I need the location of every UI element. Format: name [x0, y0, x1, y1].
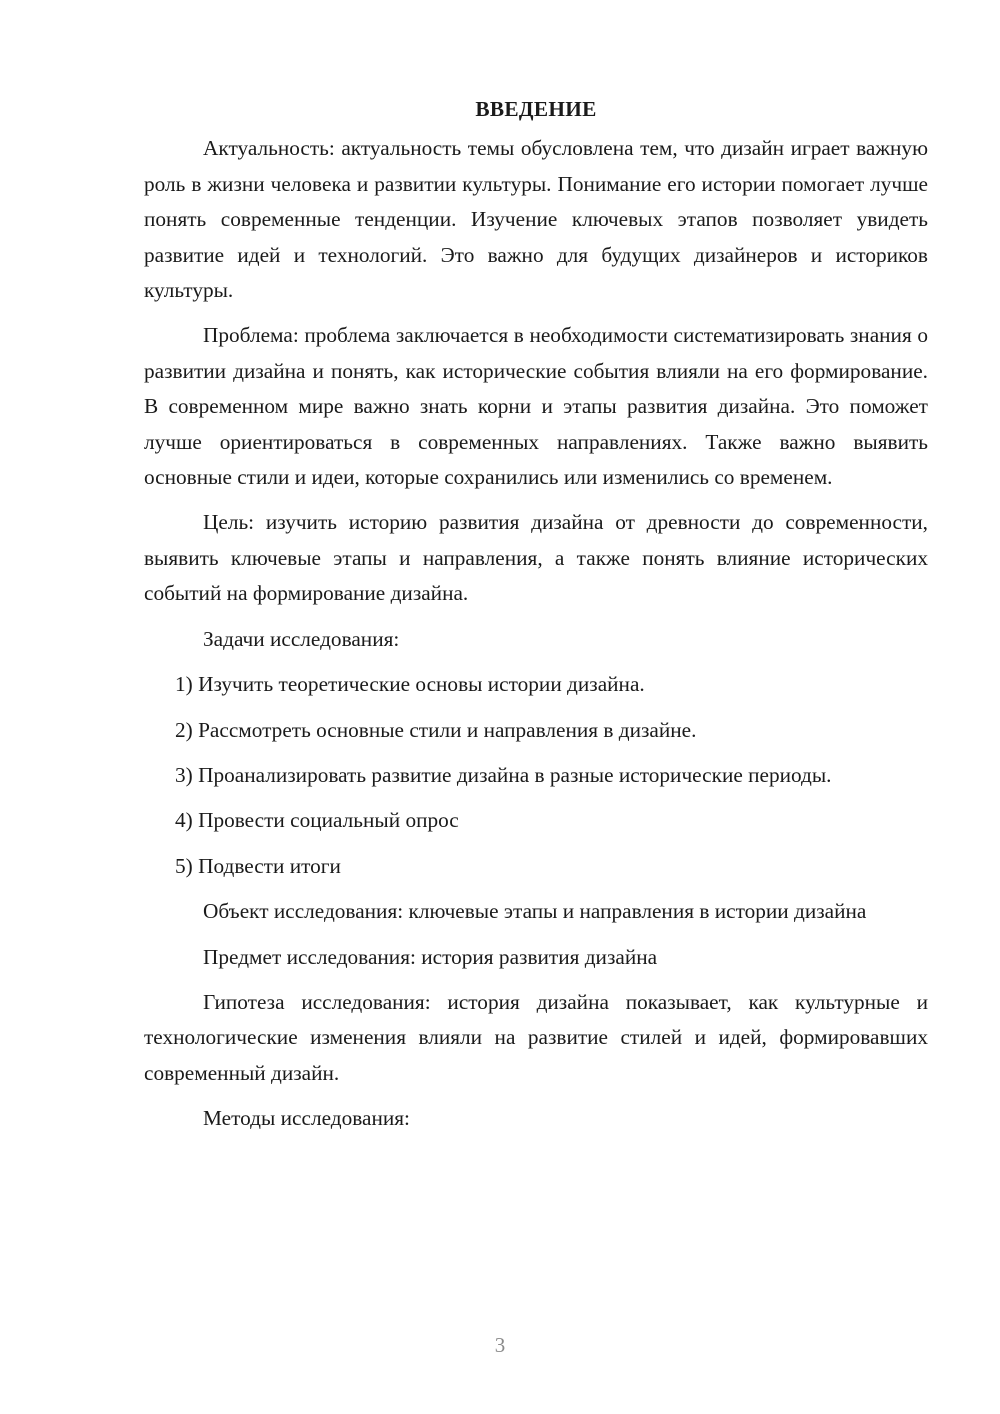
paragraph-tasks-heading: Задачи исследования:: [203, 626, 400, 651]
task-item-5: 5) Подвести итоги: [175, 853, 341, 878]
paragraph-goal: Цель: изучить историю развития дизайна от древности до современности, выявить ключевые этапы и направления, а также понять влияние исторических событий на формирование дизайна.: [144, 510, 928, 606]
task-item-1: 1) Изучить теоретические основы истории дизайна.: [175, 672, 645, 697]
document-page: [144, 92, 928, 1147]
section-title: ВВЕДЕНИЕ: [475, 97, 597, 121]
paragraph-relevance: Актуальность: актуальность темы обусловлена тем, что дизайн играет важную роль в жизни человека и развитии культуры. Понимание его истории помогает лучше понять современные тенденции. Изучение ключевых этапов позволяет увидеть развитие идей и технологий. Это важно для будущих дизайнеров и историков культуры.: [144, 136, 928, 303]
task-item-4: 4) Провести социальный опрос: [175, 808, 459, 833]
paragraph-methods: Методы исследования:: [203, 1106, 410, 1131]
task-item-2: 2) Рассмотреть основные стили и направления в дизайне.: [175, 717, 697, 742]
paragraph-hypothesis: Гипотеза исследования: история дизайна показывает, как культурные и технологические изменения влияли на развитие стилей и идей, формировавших современный дизайн.: [144, 989, 928, 1085]
task-item-3: 3) Проанализировать развитие дизайна в разные исторические периоды.: [175, 762, 832, 787]
paragraph-subject: Предмет исследования: история развития дизайна: [203, 944, 658, 969]
page-number: 3: [494, 1333, 506, 1357]
paragraph-object: Объект исследования: ключевые этапы и направления в истории дизайна: [203, 899, 867, 924]
paragraph-problem: Проблема: проблема заключается в необходимости систематизировать знания о развитии дизайна и понять, как исторические события влияли на его формирование. В современном мире важно знать корни и этапы развития дизайна. Это поможет лучше ориентироваться в современных направлениях. Также важно выявить основные стили и идеи, которые сохранились или изменились со временем.: [144, 323, 928, 490]
